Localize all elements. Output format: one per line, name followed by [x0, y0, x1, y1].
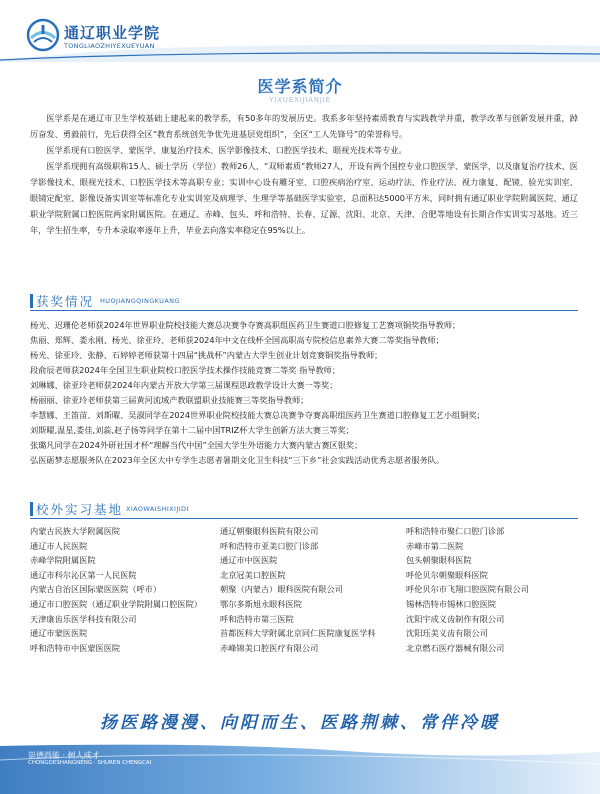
intro-text: [30, 110, 578, 238]
base-item: 通辽朝聚眼科医院有限公司: [220, 526, 319, 536]
award-item: 杨光、徐亚玲、张静、石婷婷老师获第十四届“挑战杯”内蒙古大学生创业计划竞赛铜奖指导教师；: [30, 350, 383, 360]
page-title-pinyin: YIXUEXIJIANJIE: [269, 96, 331, 104]
footer-motto: 崇德尚能 · 树人成才: [28, 751, 100, 760]
base-item: 通辽市科尔沁区第一人民医院: [30, 569, 137, 580]
base-item: 天津康齿乐医学科技有限公司: [30, 613, 137, 624]
base-item: 内蒙古自治区国际蒙医医院（呼市）: [30, 584, 162, 595]
award-item: 焦丽、郑辉、娄永刚、杨光、徐亚玲、老师获2024年中文在线杯全国高职高专院校信息素养大赛二等奖指导教师；: [30, 335, 444, 345]
intro-paragraph: 医学系是在通辽市卫生学校基础上建起来的教学系，有50多年的发展历史。我系多年坚持素质教育与实践教学并重，教学改革与创新发展并重，踔厉奋发、勇毅前行，先后获得全区“教育系统创先争优先进基层党组织”，全区“工人先锋号”的荣誉称号。: [30, 113, 578, 139]
base-item: 北京冠美口腔医院: [220, 569, 286, 580]
award-item: 刘琳娜、徐亚玲老师获2024年内蒙古开放大学第三届课程思政教学设计大赛一等奖；: [30, 380, 338, 390]
base-item: 呼和浩特市亚美口腔门诊部: [220, 540, 319, 551]
base-item: 朝聚（内蒙古）眼科医院有限公司: [220, 584, 343, 595]
intro-paragraph: 医学系现有口腔医学、蒙医学、康复治疗技术、医学影像技术、口腔医学技术、眼视光技术等专业。: [46, 145, 407, 155]
base-item: 通辽市人民医院: [30, 540, 88, 551]
base-item: 呼和浩特市聚仁口腔门诊部: [406, 526, 505, 536]
award-item: 杨光、迟珊伦老师获2024年世界职业院校技能大赛总决赛争夺赛高职组医药卫生赛道口腔修复工艺赛项铜奖指导教师；: [30, 320, 461, 330]
award-item: 李慧娜、王笛苗、刘斯曜、吴淑同学在2024世界职业院校技能大赛总决赛争夺赛高职组医药卫生赛道口腔修复工艺小组铜奖；: [30, 410, 485, 420]
awards-title: 获奖情况: [36, 294, 95, 309]
bases-column-2: [220, 524, 406, 655]
school-name-en: TONGLIAOZHIYEXUEYUAN: [64, 42, 155, 50]
intro-paragraph: 医学系现拥有高级职称15人、硕士学历（学位）教师26人、“双师素质”教师27人，开设有两个国控专业口腔医学、蒙医学，以及康复治疗技术、医学影像技术、眼视光技术、口腔医学技术等高职专业；实训中心设有雕牙室、口腔疾病治疗室、运动疗法、作业疗法、视力康复、配镜、验光实训室、眼镜定配室、影像设备实训室等标准化专业实训室及病理学、生理学等基础医学实验室，总面积达5000平方米，同时拥有通辽职业学院附属医院、通辽职业学院附属口腔医院两家附属医院。在通辽、赤峰、包头、呼和浩特、长春、辽源、沈阳、北京、天津、合肥等地设有长期合作实训实习基地。近三年，学生招生率，专升本录取率逐年上升，毕业去向落实率稳定在95%以上。: [30, 161, 578, 235]
bases-column-3: [406, 524, 578, 655]
base-item: 沈阳宇成义齿制作有限公司: [406, 613, 505, 624]
base-item: 呼伦贝尔市飞翔口腔医院有限公司: [406, 584, 529, 595]
awards-section-header: [30, 292, 578, 310]
base-item: 通辽市中医医院: [220, 555, 278, 566]
awards-title-pinyin: HUOJIANGQINGKUANG: [100, 297, 180, 305]
section-divider: [30, 518, 578, 519]
base-item: 通辽市蒙医医院: [30, 628, 88, 639]
header-band: [0, 40, 600, 62]
bases-column-1: [30, 524, 220, 655]
base-item: 赤峰锦美口腔医疗有限公司: [220, 642, 319, 653]
base-item: 呼伦贝尔朝聚眼科医院: [406, 569, 488, 580]
page-title: 医学系简介: [257, 77, 343, 96]
base-item: 包头朝聚眼科医院: [406, 555, 472, 566]
bases-title-pinyin: XIAOWAISHIXIJIDI: [126, 505, 189, 513]
bases-title: 校外实习基地: [36, 502, 124, 517]
school-name: 通辽职业学院: [64, 24, 161, 42]
bases-section-header: [30, 500, 578, 518]
base-item: 内蒙古民族大学附属医院: [30, 526, 121, 536]
award-item: 张璐凡同学在2024外研社国才杯“理解当代中国”全国大学生外语能力大赛内蒙古赛区银奖；: [30, 440, 363, 450]
section-marker: [30, 294, 33, 308]
award-item: 刘斯曜,温星,娄佳,刘蕊,赵子扬等同学在第十二届中国TRIZ杯大学生创新方法大赛三等奖；: [30, 425, 354, 435]
calligraphy-slogan: 扬医路漫漫、向阳而生、医路荆棘、常伴冷暖: [100, 713, 500, 733]
base-item: 通辽市口腔医院（通辽职业学院附属口腔医院）: [30, 598, 202, 609]
base-item: 呼和浩特市第三医院: [220, 613, 294, 624]
base-item: 北京燃石医疗器械有限公司: [406, 642, 505, 653]
section-marker: [30, 502, 33, 516]
bases-list: [30, 524, 578, 655]
award-item: 杨丽丽、徐亚玲老师获第三届黄河流域产教联盟职业技能赛三等奖指导教师；: [30, 395, 309, 405]
section-divider: [30, 310, 578, 311]
footer-motto-pinyin: CHONGDESHANGNENG · SHUREN CHENGCAI: [28, 760, 152, 766]
base-item: 赤峰学院附属医院: [30, 555, 96, 566]
base-item: 锡林浩特市锡林口腔医院: [406, 598, 497, 609]
base-item: 鄂尔多斯旭永眼科医院: [220, 598, 302, 609]
award-item: 弘医砺梦志愿服务队在2023年全区大中专学生志愿者暑期文化卫生科技“三下乡”社会实践活动优秀志愿者服务队。: [30, 455, 445, 465]
base-item: 呼和浩特市中医蒙医医院: [30, 642, 121, 653]
base-item: 首都医科大学附属北京同仁医院康复医学科: [220, 628, 376, 639]
base-item: 沈阳珏美义齿有限公司: [406, 628, 488, 639]
award-item: 段俞辰老师获2024年全国卫生职业院校口腔医学技术操作技能竞赛二等奖 指导教师；: [30, 365, 341, 375]
base-item: 赤峰市第二医院: [406, 540, 464, 551]
awards-list: [30, 318, 578, 468]
